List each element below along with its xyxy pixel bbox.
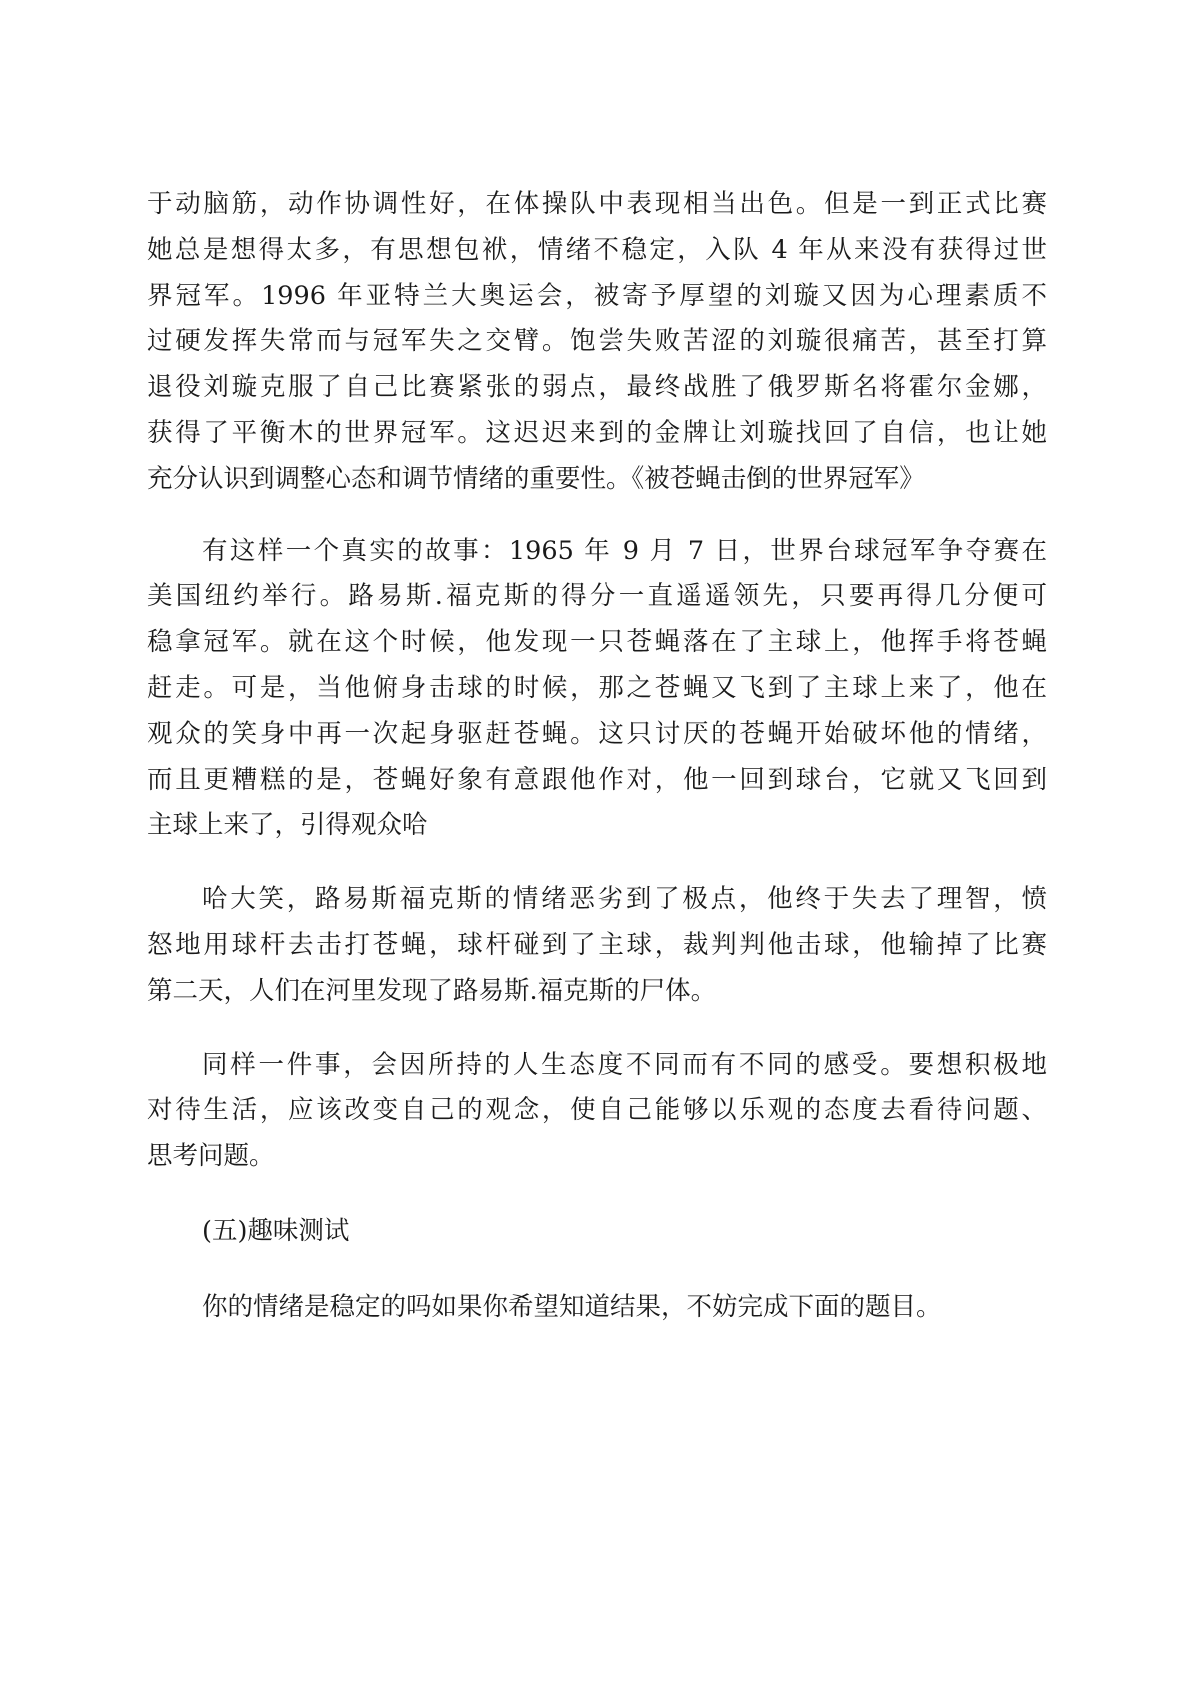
text-line: 怒地用球杆去击打苍蝇，球杆碰到了主球，裁判判他击球，他输掉了比赛: [147, 929, 1047, 960]
paragraph-fly-story-continued: [147, 877, 1047, 1014]
text-line: 第二天，人们在河里发现了路易斯.福克斯的尸体。: [147, 975, 717, 1006]
text-line: 对待生活，应该改变自己的观念，使自己能够以乐观的态度去看待问题、: [147, 1095, 1047, 1126]
text-line: 充分认识到调整心态和调节情绪的重要性。《被苍蝇击倒的世界冠军》: [147, 463, 925, 494]
text-line: 获得了平衡木的世界冠军。这迟迟来到的金牌让刘璇找回了自信，也让她: [147, 417, 1047, 448]
text-line: 而且更糟糕的是，苍蝇好象有意跟他作对，他一回到球台，它就又飞回到: [147, 764, 1047, 795]
section-heading-fun-test: [147, 1209, 1047, 1255]
text-line: 退役刘璇克服了自己比赛紧张的弱点，最终战胜了俄罗斯名将霍尔金娜，: [147, 372, 1047, 403]
document-body: [147, 182, 1047, 1331]
paragraph-attitude: [147, 1043, 1047, 1180]
text-line: 主球上来了，引得观众哈: [147, 810, 428, 841]
text-line: 界冠军。1996 年亚特兰大奥运会，被寄予厚望的刘璇又因为心理素质不: [147, 280, 1047, 311]
paragraph-test-intro: [147, 1285, 1047, 1331]
section-heading: (五)趣味测试: [202, 1215, 350, 1246]
text-line: 她总是想得太多，有思想包袱，情绪不稳定，入队 4 年从来没有获得过世: [147, 234, 1047, 265]
text-line: 于动脑筋，动作协调性好，在体操队中表现相当出色。但是一到正式比赛: [147, 189, 1047, 219]
text-line: 你的情绪是稳定的吗如果你希望知道结果，不妨完成下面的题目。: [202, 1291, 942, 1322]
text-line: 稳拿冠军。就在这个时候，他发现一只苍蝇落在了主球上，他挥手将苍蝇: [147, 627, 1047, 658]
text-line: 哈大笑，路易斯福克斯的情绪恶劣到了极点，他终于失去了理智，愤: [202, 884, 1047, 915]
paragraph-fly-story: [147, 529, 1047, 850]
text-line: 过硬发挥失常而与冠军失之交臂。饱尝失败苦涩的刘璇很痛苦，甚至打算: [147, 326, 1047, 357]
text-line: 观众的笑身中再一次起身驱赶苍蝇。这只讨厌的苍蝇开始破坏他的情绪，: [147, 718, 1047, 749]
text-line: 有这样一个真实的故事：1965 年 9 月 7 日，世界台球冠军争夺赛在: [202, 535, 1047, 566]
text-line: 美国纽约举行。路易斯.福克斯的得分一直遥遥领先，只要再得几分便可: [147, 581, 1047, 612]
text-line: 同样一件事，会因所持的人生态度不同而有不同的感受。要想积极地: [202, 1049, 1047, 1080]
paragraph-liu-xuan: [147, 182, 1047, 503]
text-line: 赶走。可是，当他俯身击球的时候，那之苍蝇又飞到了主球上来了，他在: [147, 672, 1047, 703]
text-line: 思考问题。: [147, 1141, 275, 1172]
